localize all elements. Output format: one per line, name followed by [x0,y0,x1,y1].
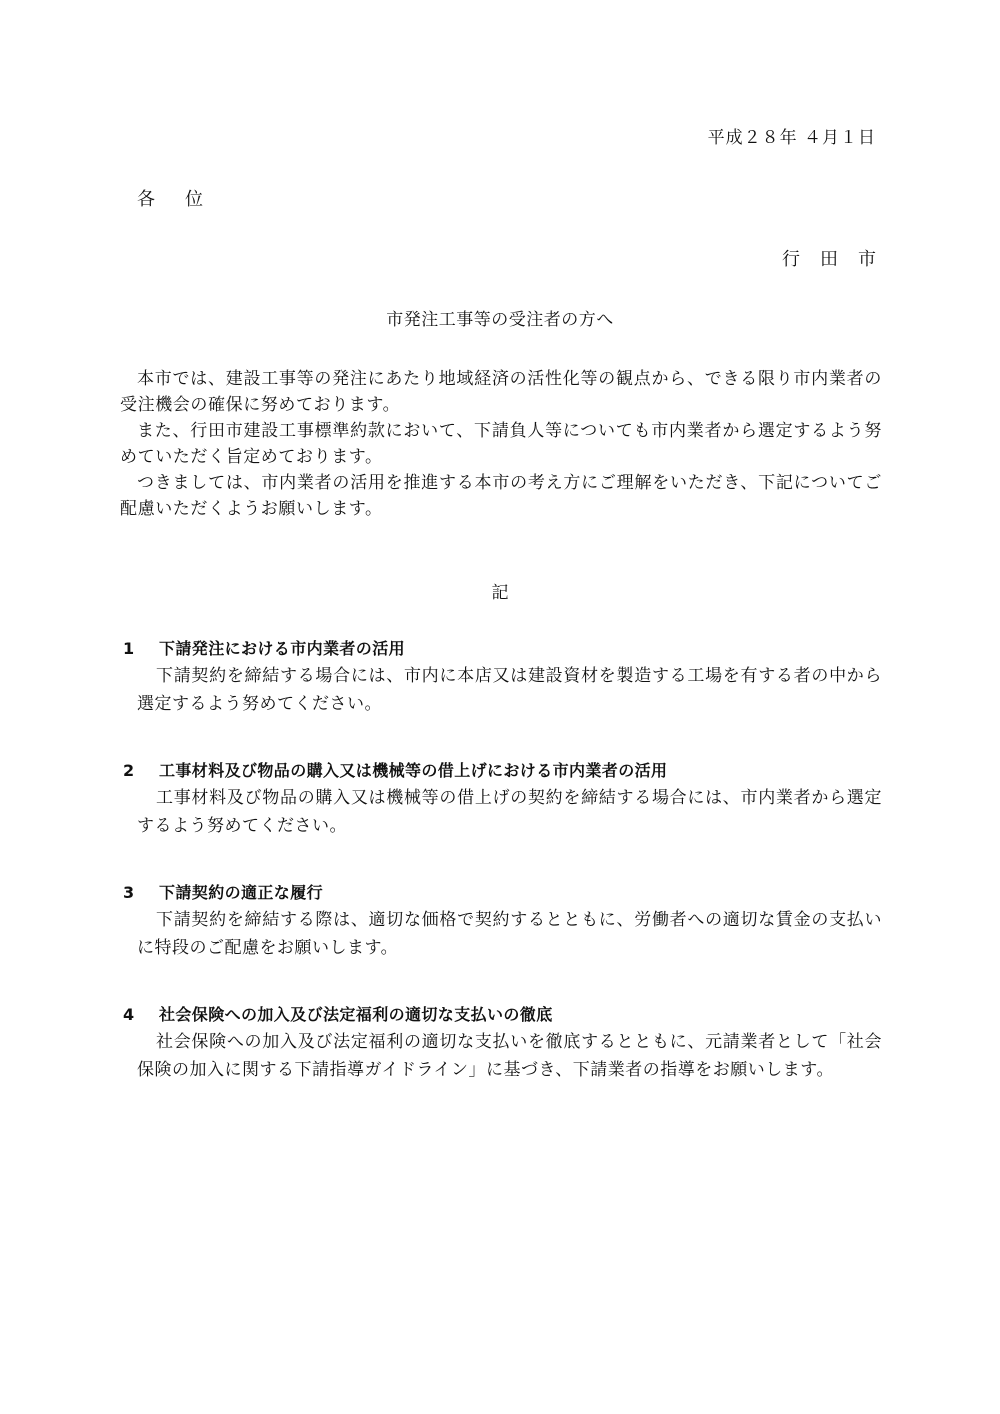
intro-section [120,366,882,522]
document-date: 平成２８年 ４月１日 [707,128,876,148]
list-item [120,636,882,718]
item-body: 下請契約を締結する際は、適切な価格で契約するとともに、労働者への適切な賃金の支払いに特段のご配慮をお願いします。 [137,910,882,958]
item-body: 下請契約を締結する場合には、市内に本店又は建設資材を製造する工場を有する者の中から選定するよう努めてください。 [137,666,882,714]
intro-paragraph: また、行田市建設工事標準約款において、下請負人等についても市内業者から選定するよう努めていただく旨定めております。 [120,421,882,467]
item-number: 1 [123,639,135,658]
item-title: 下請契約の適正な履行 [159,883,324,902]
item-body: 工事材料及び物品の購入又は機械等の借上げの契約を締結する場合には、市内業者から選定するよう努めてください。 [137,788,882,836]
addressee: 各位 [137,189,233,210]
intro-paragraph: つきましては、市内業者の活用を推進する本市の考え方にご理解をいただき、下記についてご配慮いただくようお願いします。 [120,473,882,519]
item-heading [120,636,882,662]
item-heading [120,1002,882,1028]
list-item [120,880,882,962]
item-number: 2 [123,761,135,780]
item-number: 4 [123,1005,135,1024]
list-item [120,758,882,840]
item-title: 下請発注における市内業者の活用 [159,639,406,658]
item-title: 工事材料及び物品の購入又は機械等の借上げにおける市内業者の活用 [159,761,668,780]
items-list [120,636,882,1124]
item-heading [120,880,882,906]
document-subject: 市発注工事等の受注者の方へ [386,310,614,330]
list-item [120,1002,882,1084]
item-heading [120,758,882,784]
intro-paragraph: 本市では、建設工事等の発注にあたり地域経済の活性化等の観点から、できる限り市内業者の受注機会の確保に努めております。 [120,369,882,415]
item-body: 社会保険への加入及び法定福利の適切な支払いを徹底するとともに、元請業者として「社会保険の加入に関する下請指導ガイドライン」に基づき、下請業者の指導をお願いします。 [137,1032,882,1080]
item-title: 社会保険への加入及び法定福利の適切な支払いの徹底 [159,1005,553,1024]
item-number: 3 [123,883,135,902]
ki-heading: 記 [491,583,509,603]
sender-name: 行田市 [782,249,896,270]
